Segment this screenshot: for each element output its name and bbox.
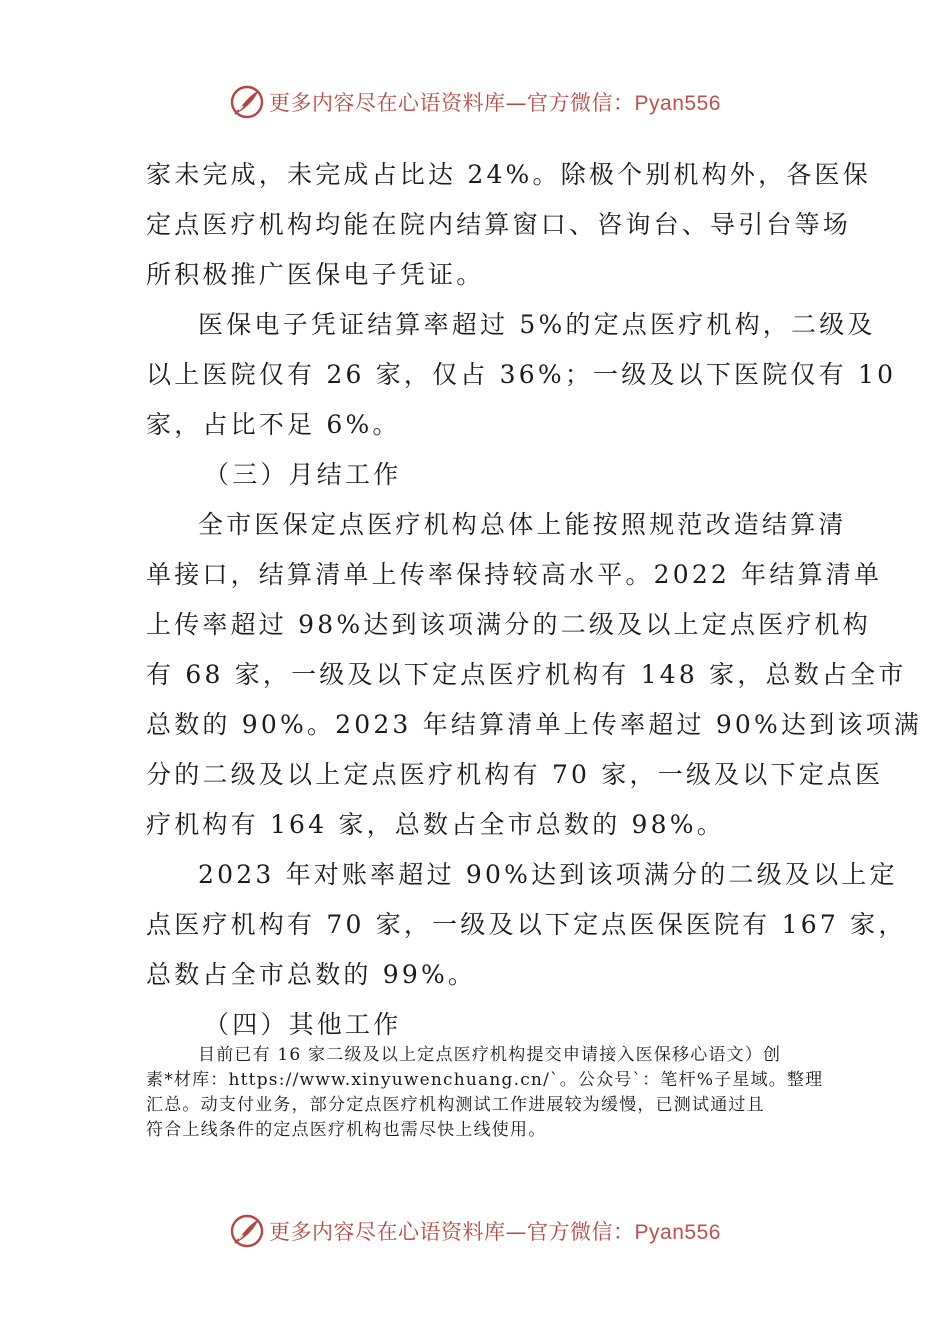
watermark-label: 官方微信： [527, 91, 635, 115]
quill-pen-icon [229, 84, 265, 120]
section-heading-4: （四）其他工作 [204, 1010, 402, 1039]
watermark-label: 官方微信： [527, 1220, 635, 1244]
text-line: 医保电子凭证结算率超过 5%的定点医疗机构，二级及 [198, 310, 876, 339]
paragraph-5-small-print [146, 1043, 824, 1143]
watermark-handle: Pyan556 [634, 1221, 721, 1244]
paragraph-2 [146, 300, 897, 450]
section-heading-3: （三）月结工作 [204, 460, 402, 489]
text-line: 全市医保定点医疗机构总体上能按照规范改造结算清 [198, 510, 847, 539]
watermark-separator: — [505, 91, 528, 115]
text-line: 定点医疗机构均能在院内结算窗口、咨询台、导引台等场 [146, 210, 852, 239]
watermark-text [269, 1216, 721, 1246]
text-line: 分的二级及以上定点医疗机构有 70 家，一级及以下定点医 [146, 760, 884, 789]
text-line: 有 68 家，一级及以下定点医疗机构有 148 家，总数占全市 [146, 660, 907, 689]
text-line: 单接口，结算清单上传率保持较高水平。2022 年结算清单 [146, 560, 883, 589]
text-line: 总数的 90%。2023 年结算清单上传率超过 90%达到该项满 [146, 710, 922, 739]
text-line: 符合上线条件的定点医疗机构也需尽快上线使用。 [146, 1120, 547, 1140]
watermark-main-text: 更多内容尽在心语资料库 [269, 91, 506, 115]
quill-pen-icon [229, 1213, 265, 1249]
watermark-text [269, 87, 721, 117]
text-line: 上传率超过 98%达到该项满分的二级及以上定点医疗机构 [146, 610, 871, 639]
watermark-main-text: 更多内容尽在心语资料库 [269, 1220, 506, 1244]
text-line: 所积极推广医保电子凭证。 [146, 260, 485, 289]
paragraph-3 [146, 500, 922, 850]
text-line: 以上医院仅有 26 家，仅占 36%；一级及以下医院仅有 10 [146, 360, 897, 389]
document-body [146, 150, 922, 1050]
watermark-handle: Pyan556 [634, 92, 721, 115]
text-line: 目前已有 16 家二级及以上定点医疗机构提交申请接入医保移心语文）创 [198, 1045, 782, 1065]
paragraph-4 [146, 850, 907, 1000]
text-line: 家，占比不足 6%。 [146, 410, 401, 439]
paragraph-1 [146, 150, 871, 300]
text-line: 2023 年对账率超过 90%达到该项满分的二级及以上定 [198, 860, 898, 889]
text-line: 点医疗机构有 70 家，一级及以下定点医保医院有 167 家， [146, 910, 907, 939]
text-line: 家未完成，未完成占比达 24%。除极个别机构外，各医保 [146, 160, 871, 189]
text-line: 汇总。动支付业务，部分定点医疗机构测试工作进展较为缓慢，已测试通过且 [146, 1095, 765, 1115]
text-line: 疗机构有 164 家，总数占全市总数的 98%。 [146, 810, 725, 839]
text-line: 素*材库：https://www.xinyuwenchuang.cn/`。公众号`：笔杆%子星域。整理 [146, 1070, 824, 1090]
watermark-separator: — [505, 1220, 528, 1244]
header-watermark-banner [0, 82, 950, 122]
footer-watermark-banner [0, 1211, 950, 1251]
text-line: 总数占全市总数的 99%。 [146, 960, 477, 989]
